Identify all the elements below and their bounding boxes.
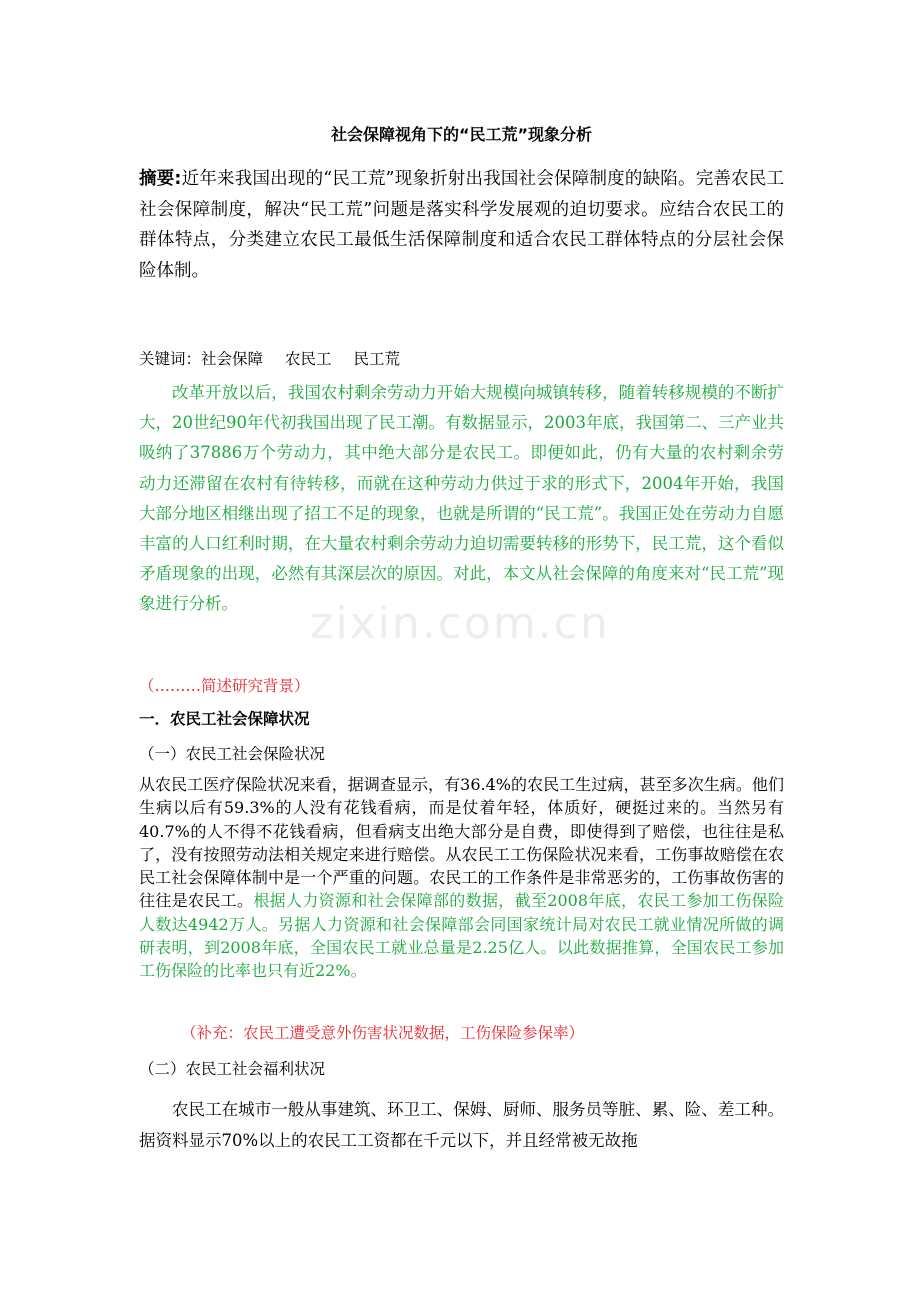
keyword-item: 农民工 (285, 350, 332, 368)
insurance-paragraph (139, 773, 784, 983)
document-title: 社会保障视角下的“民工荒”现象分析 (330, 125, 593, 144)
abstract-text: 近年来我国出现的“民工荒”现象折射出我国社会保障制度的缺陷。完善农民工社会保障制度，解决“民工荒”问题是落实科学发展观的迫切要求。应结合农民工的群体特点，分类建立农民工最低生活保障制度和适合农民工群体特点的分层社会保险体制。 (139, 169, 785, 281)
subsection-heading-welfare: （二）农民工社会福利状况 (139, 1060, 326, 1078)
abstract-paragraph (139, 164, 784, 286)
keywords-label: 关键词： (139, 350, 202, 368)
welfare-paragraph: 农民工在城市一般从事建筑、环卫工、保姆、厨师、服务员等脏、累、险、差工种。据资料显示70%以上的农民工工资都在千元以下，并且经常被无故拖 (139, 1100, 784, 1150)
insurance-highlight-text: 根据人力资源和社会保障部的数据，截至2008年底，农民工参加工伤保险人数达4942万人。另据人力资源和社会保障部会同国家统计局对农民工就业情况所做的调研表明，到2008年底，全国农民工就业总量是2.25亿人。以此数据推算，全国农民工参加工伤保险的比率也只有近22%。 (139, 891, 784, 981)
subsection-heading-insurance: （一）农民工社会保险状况 (139, 745, 326, 763)
abstract-label: 摘要: (139, 169, 182, 189)
watermark: zixin.com.cn (310, 598, 610, 649)
section-heading: 一．农民工社会保障状况 (139, 710, 310, 728)
keywords-line (139, 347, 784, 371)
keyword-item: 民工荒 (353, 350, 401, 368)
keyword-item: 社会保障 (201, 350, 264, 368)
supplement-note: （补充：农民工遭受意外伤害状况数据，工伤保险参保率） (181, 1024, 585, 1042)
intro-paragraph: 改革开放以后，我国农村剩余劳动力开始大规模向城镇转移，随着转移规模的不断扩大，20世纪90年代初我国出现了民工潮。有数据显示，2003年底，我国第二、三产业共吸纳了37886万个劳动力，其中绝大部分是农民工。即便如此，仍有大量的农村剩余劳动力还滞留在农村有待转移，而就在这种劳动力供过于求的形式下，2004年开始，我国大部分地区相继出现了招工不足的现象，也就是所谓的“民工荒”。我国正处在劳动力自愿丰富的人口红利时期，在大量农村剩余劳动力迫切需要转移的形势下，民工荒，这个看似矛盾现象的出现，必然有其深层次的原因。对此，本文从社会保障的角度来对“民工荒”现象进行分析。 (139, 383, 784, 614)
research-background-note: （………简述研究背景） (139, 677, 310, 695)
insurance-text: 从农民工医疗保险状况来看，据调查显示，有36.4%的农民工生过病，甚至多次生病。他们生病以后有59.3%的人没有花钱看病，而是仗着年轻，体质好，硬挺过来的。当然另有40.7%的人不得不花钱看病，但看病支出绝大部分是自费，即使得到了赔偿，也往往是私了，没有按照劳动法相关规定来进行赔偿。从农民工工伤保险状况来看，工伤事故赔偿在农民工社会保障体制中是一个严重的问题。农民工的工作条件是非常恶劣的，工伤事故伤害的往往是农民工。 (139, 775, 784, 911)
